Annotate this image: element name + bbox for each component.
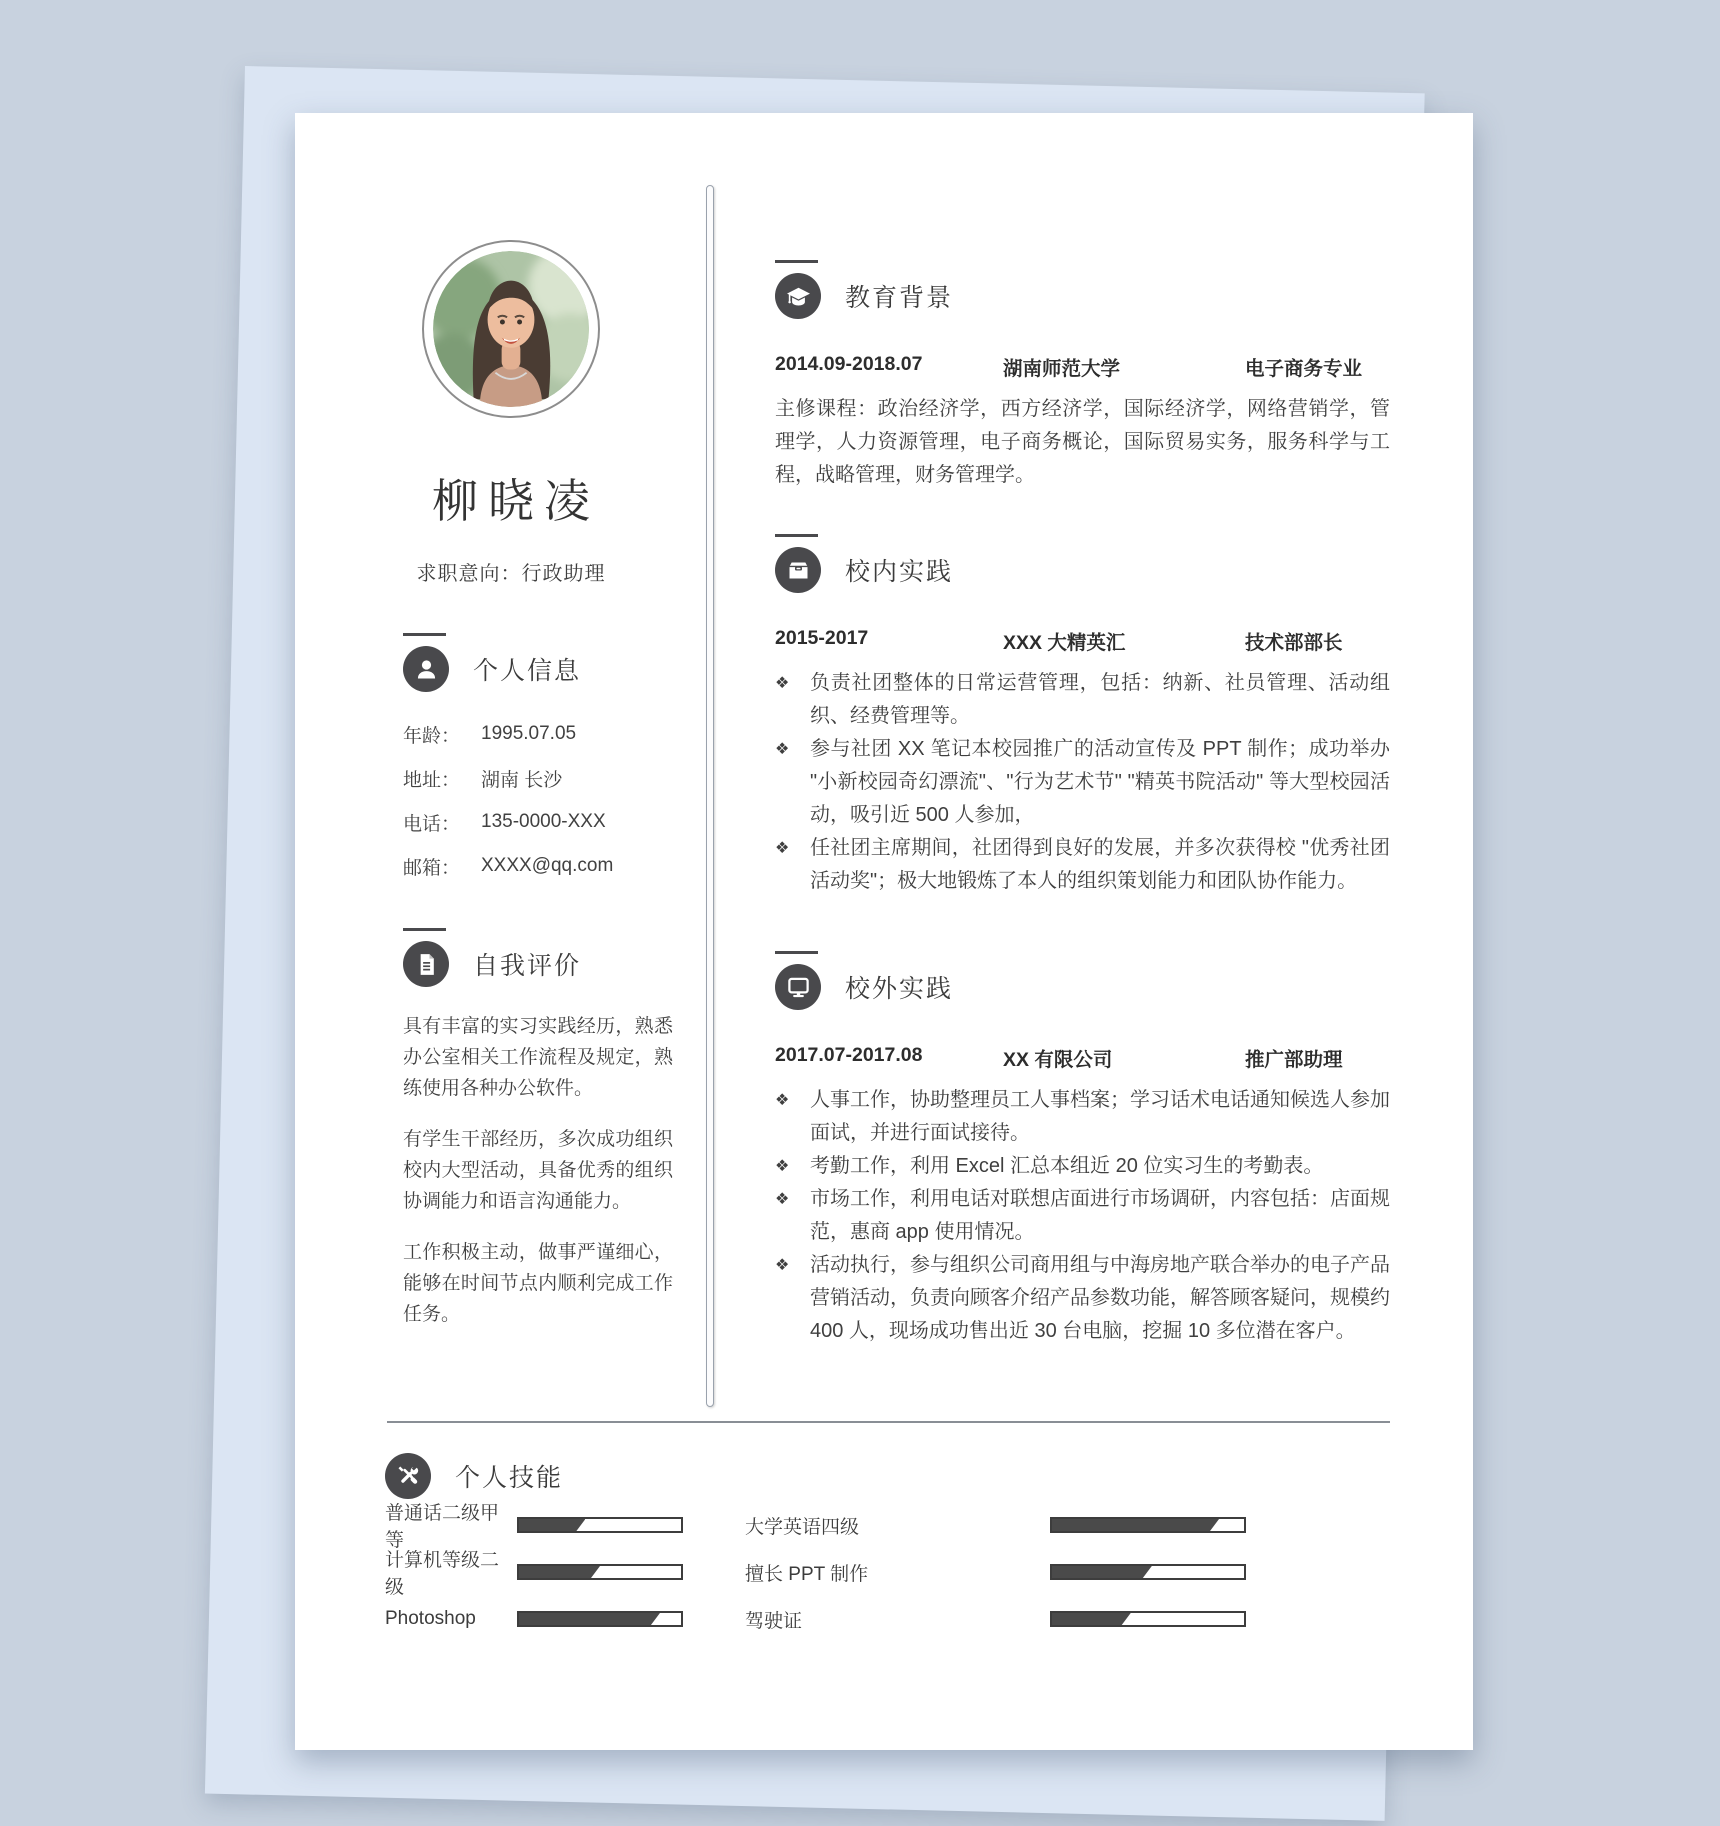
- bullet-text: 市场工作，利用电话对联想店面进行市场调研，内容包括：店面规范，惠商 app 使用情况。: [810, 1188, 1390, 1243]
- skill-progress-bar: [517, 1611, 683, 1627]
- evaluation-paragraph: 工作积极主动，做事严谨细心，能够在时间节点内顺利完成工作任务。: [403, 1242, 673, 1325]
- section-title: 个人技能: [455, 1464, 564, 1492]
- list-item: [775, 733, 1390, 832]
- evaluation-paragraph: 有学生干部经历，多次成功组织校内大型活动，具备优秀的组织协调能力和语言沟通能力。: [403, 1129, 673, 1212]
- off-campus-period: 2017.07-2017.08: [775, 1044, 923, 1066]
- section-overline: [403, 928, 446, 931]
- monitor-icon: [775, 964, 821, 1010]
- skill-label: Photoshop: [385, 1608, 476, 1629]
- skill-label: 普通话二级甲等: [385, 1503, 500, 1551]
- off-campus-organization: XX 有限公司: [1003, 1049, 1113, 1071]
- skill-progress-fill: [1052, 1566, 1152, 1578]
- section-education: [775, 260, 1390, 492]
- skill-progress-fill: [519, 1566, 600, 1578]
- skill-label: 大学英语四级: [745, 1516, 860, 1538]
- list-item: [775, 1084, 1390, 1150]
- bullet-icon: ❖: [775, 840, 790, 857]
- education-period: 2014.09-2018.07: [775, 353, 923, 375]
- list-item: [775, 1249, 1390, 1348]
- evaluation-paragraph: 具有丰富的实习实践经历，熟悉办公室相关工作流程及规定，熟练使用各种办公软件。: [403, 1016, 673, 1099]
- storage-box-icon: [775, 547, 821, 593]
- skill-progress-bar: [517, 1564, 683, 1580]
- self-evaluation-text: [403, 1011, 673, 1330]
- bullet-text: 任社团主席期间，社团得到良好的发展，并多次获得校 "优秀社团活动奖"；极大地锻炼了本人的组织策划能力和团队协作能力。: [810, 837, 1390, 892]
- section-title: 校内实践: [845, 558, 954, 586]
- document-icon: [403, 941, 449, 987]
- section-overline: [775, 260, 818, 263]
- skill-row: [745, 1563, 1246, 1585]
- skill-label: 计算机等级二级: [385, 1550, 500, 1598]
- bullet-icon: ❖: [775, 1092, 790, 1109]
- section-off-campus-practice: [775, 951, 1390, 1348]
- column-divider: [706, 185, 714, 1407]
- profile-photo: [433, 251, 589, 407]
- bullet-text: 人事工作，协助整理员工人事档案；学习话术电话通知候选人参加面试，并进行面试接待。: [810, 1089, 1390, 1144]
- bullet-icon: ❖: [775, 1158, 790, 1175]
- section-personal-info: [403, 633, 613, 888]
- section-overline: [403, 633, 446, 636]
- education-summary-row: [775, 353, 1390, 381]
- skill-label: 驾驶证: [745, 1610, 803, 1632]
- campus-period: 2015-2017: [775, 627, 869, 649]
- skill-label: 擅长 PPT 制作: [745, 1563, 869, 1585]
- portrait-illustration: [433, 251, 589, 407]
- skill-progress-fill: [1052, 1519, 1219, 1531]
- section-title: 自我评价: [473, 952, 582, 980]
- campus-summary-row: [775, 627, 1390, 655]
- skills-column-left: [385, 1503, 683, 1658]
- tools-icon: [385, 1453, 431, 1499]
- skill-progress-fill: [1052, 1613, 1131, 1625]
- personal-info-list: [403, 712, 613, 888]
- section-skills: [385, 1453, 563, 1499]
- list-item: [775, 832, 1390, 898]
- skill-progress-bar: [517, 1517, 683, 1533]
- info-row-age: [403, 712, 613, 756]
- skill-progress-bar: [1050, 1564, 1246, 1580]
- section-title: 校外实践: [845, 975, 954, 1003]
- info-label: 电话：: [403, 813, 461, 835]
- skills-divider-rule: [387, 1421, 1390, 1423]
- resume-page: [295, 113, 1473, 1750]
- info-value: 1995.07.05: [481, 723, 577, 744]
- section-campus-practice: [775, 534, 1390, 898]
- candidate-name: 柳晓凌: [432, 475, 600, 527]
- education-major: 电子商务专业: [1245, 358, 1363, 380]
- profile-photo-frame: [422, 240, 600, 418]
- skill-progress-fill: [519, 1519, 585, 1531]
- bullet-text: 负责社团整体的日常运营管理，包括：纳新、社员管理、活动组织、经费管理等。: [810, 672, 1390, 727]
- skill-row: [385, 1608, 683, 1629]
- skill-row: [745, 1516, 1246, 1538]
- section-overline: [775, 951, 818, 954]
- section-overline: [775, 534, 818, 537]
- skill-progress-bar: [1050, 1517, 1246, 1533]
- bullet-text: 参与社团 XX 笔记本校园推广的活动宣传及 PPT 制作；成功举办 "小新校园奇幻漂流"、"行为艺术节" "精英书院活动" 等大型校园活动，吸引近 500 人参加，: [810, 738, 1390, 826]
- skill-progress-fill: [519, 1613, 660, 1625]
- skill-row: [745, 1610, 1246, 1632]
- info-row-email: [403, 844, 613, 888]
- skill-row: [385, 1503, 683, 1551]
- bullet-text: 活动执行，参与组织公司商用组与中海房地产联合举办的电子产品营销活动，负责向顾客介绍产品参数功能，解答顾客疑问，规模约 400 人，现场成功售出近 30 台电脑，挖掘 10 多位潜在客户。: [810, 1254, 1390, 1342]
- info-label: 邮箱：: [403, 857, 461, 879]
- off-campus-role: 推广部助理: [1245, 1049, 1343, 1071]
- campus-organization: XXX 大精英汇: [1003, 632, 1126, 654]
- campus-bullet-list: [775, 667, 1390, 898]
- job-intention-value: 行政助理: [521, 563, 606, 585]
- section-title: 教育背景: [845, 284, 954, 312]
- info-row-address: [403, 756, 613, 800]
- section-title: 个人信息: [473, 657, 582, 685]
- bullet-icon: ❖: [775, 1191, 790, 1208]
- bullet-icon: ❖: [775, 1257, 790, 1274]
- list-item: [775, 1150, 1390, 1183]
- off-campus-bullet-list: [775, 1084, 1390, 1348]
- bullet-text: 考勤工作，利用 Excel 汇总本组近 20 位实习生的考勤表。: [810, 1155, 1324, 1177]
- info-label: 年龄：: [403, 725, 461, 747]
- off-campus-summary-row: [775, 1044, 1390, 1072]
- info-value: 135-0000-XXX: [481, 811, 606, 832]
- list-item: [775, 667, 1390, 733]
- job-intention: [295, 557, 727, 586]
- job-intention-label: 求职意向：: [416, 563, 522, 585]
- skills-column-right: [745, 1517, 1246, 1658]
- skill-progress-bar: [1050, 1611, 1246, 1627]
- section-self-evaluation: [403, 928, 673, 1330]
- person-icon: [403, 646, 449, 692]
- education-courses: 主修课程：政治经济学，西方经济学，国际经济学，网络营销学，管理学，人力资源管理，电子商务概论，国际贸易实务，服务科学与工程，战略管理，财务管理学。: [775, 398, 1390, 486]
- info-value: XXXX@qq.com: [481, 855, 614, 876]
- bullet-icon: ❖: [775, 741, 790, 758]
- info-value: 湖南 长沙: [481, 769, 563, 791]
- bullet-icon: ❖: [775, 675, 790, 692]
- skill-row: [385, 1550, 683, 1598]
- education-school: 湖南师范大学: [1003, 358, 1121, 380]
- list-item: [775, 1183, 1390, 1249]
- info-row-phone: [403, 800, 613, 844]
- graduation-cap-icon: [775, 273, 821, 319]
- campus-role: 技术部部长: [1245, 632, 1343, 654]
- info-label: 地址：: [403, 769, 461, 791]
